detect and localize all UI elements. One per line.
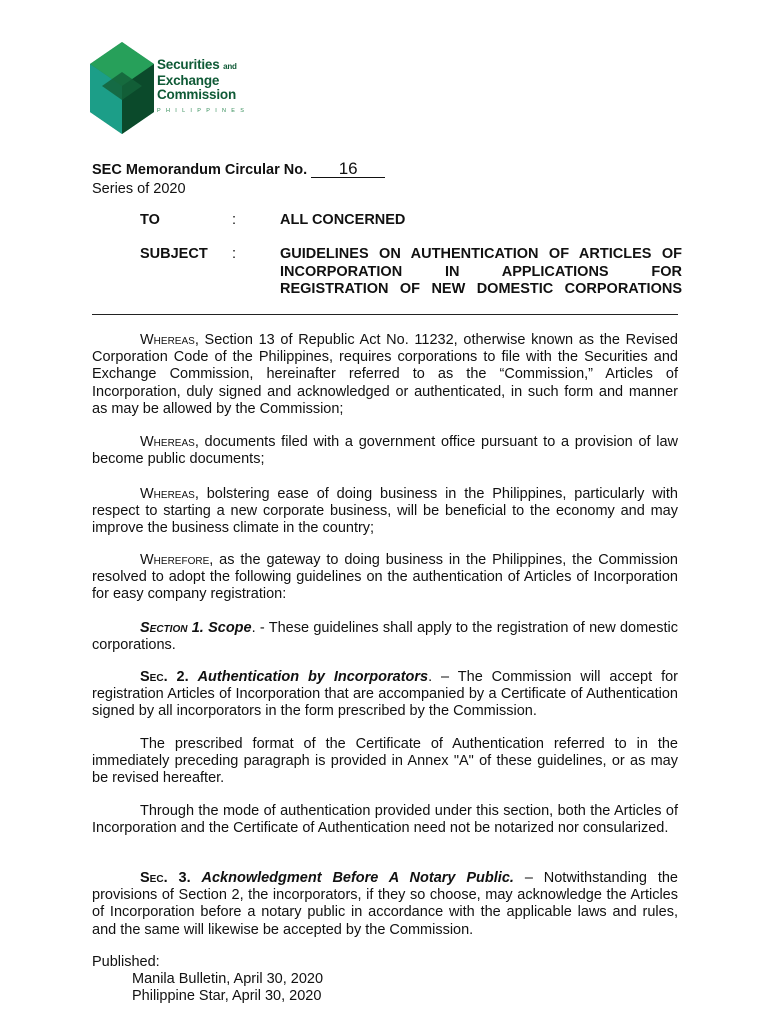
wherefore-paragraph	[92, 552, 678, 604]
section-3-number: . 3.	[163, 870, 202, 886]
logo-and: and	[223, 62, 237, 71]
section-3-text: – Notwithstanding the provisions of Section 2, the incorporators, if they so choose, may acknowledge the Articles of Incorporation before a notary public in accordance with the applicable laws and rules, and the same will likewise be accepted by the Commission.	[92, 870, 678, 938]
logo-country: PHILIPPINES	[157, 108, 250, 114]
subject-line-3: REGISTRATION OF NEW DOMESTIC CORPORATIONS	[280, 281, 682, 297]
sec-logo	[90, 42, 260, 134]
section-2-label: Sec	[140, 669, 164, 685]
section-3-title: Acknowledgment Before A Notary Public.	[201, 870, 514, 886]
circular-label: SEC Memorandum Circular No.	[92, 162, 308, 178]
whereas-lead-3: Whereas	[140, 486, 195, 502]
whereas-text-1: , Section 13 of Republic Act No. 11232, otherwise known as the Revised Corporation Code of the Philippines, requires corporations to file with the Securities and Exchange Commission, hereinafter referred to as the “Commission,” Articles of Incorporation, duly signed and acknowledged or authenticated, in such form and manner as may be allowed by the Commission;	[92, 332, 678, 417]
whereas-text-3: , bolstering ease of doing business in the Philippines, particularly with respect to starting a new corporate business, will be beneficial to the economy and may improve the business climate in the country;	[92, 486, 678, 537]
sec-logo-icon	[90, 42, 154, 134]
published-item-1: Manila Bulletin, April 30, 2020	[132, 971, 324, 987]
annex-paragraph	[92, 736, 678, 788]
subject-value	[280, 246, 682, 299]
subject-line-1: GUIDELINES ON AUTHENTICATION OF ARTICLES OF	[280, 246, 682, 262]
whereas-paragraph-1	[92, 332, 678, 418]
whereas-paragraph-3	[92, 486, 678, 538]
whereas-lead-1: Whereas	[140, 332, 195, 348]
section-1-title: Scope	[208, 620, 252, 636]
section-2-text: . – The Commission will accept for registration Articles of Incorporation that are accompanied by a Certificate of Authentication signed by all incorporators in the form prescribed by the Commission.	[92, 669, 678, 720]
header-divider	[92, 314, 678, 315]
whereas-paragraph-2	[92, 434, 678, 468]
annex-text: The prescribed format of the Certificate of Authentication referred to in the immediately preceding paragraph is provided in Annex "A" of these guidelines, or as may be revised hereafter.	[92, 736, 678, 787]
section-1-label: Section	[140, 620, 188, 636]
published-label: Published:	[92, 954, 160, 970]
section-2-title: Authentication by Incorporators	[197, 669, 429, 685]
wherefore-text: , as the gateway to doing business in the Philippines, the Commission resolved to adopt the following guidelines on the authentication of Articles of Incorporation for easy company registration:	[92, 552, 678, 603]
logo-securities: Securities	[157, 57, 220, 72]
subject-colon: :	[232, 246, 237, 262]
published-block	[92, 954, 323, 1005]
to-value: ALL CONCERNED	[280, 212, 406, 228]
to-colon: :	[232, 212, 237, 228]
notarization-text: Through the mode of authentication provided under this section, both the Articles of Incorporation and the Certificate of Authentication need not be notarized nor consularized.	[92, 803, 678, 837]
to-label: TO	[140, 212, 160, 228]
wherefore-lead: Wherefore	[140, 552, 210, 568]
section-2-number: . 2.	[163, 669, 198, 685]
notarization-paragraph	[92, 803, 678, 837]
circular-header	[92, 160, 385, 199]
logo-commission: Commission	[157, 87, 237, 102]
circular-number: 16	[311, 160, 385, 178]
subject-label: SUBJECT	[140, 246, 208, 262]
section-1-text: . - These guidelines shall apply to the registration of new domestic corporations.	[92, 620, 678, 654]
logo-exchange: Exchange	[157, 73, 220, 88]
section-1-number: 1.	[187, 620, 209, 636]
whereas-text-2: , documents filed with a government office pursuant to a provision of law become public documents;	[92, 434, 678, 468]
section-2-paragraph	[92, 669, 678, 721]
section-3-label: Sec	[140, 870, 164, 886]
whereas-lead-2: Whereas	[140, 434, 195, 450]
series-label: Series of 2020	[92, 181, 186, 197]
subject-line-2: INCORPORATION IN APPLICATIONS FOR	[280, 263, 682, 280]
published-item-2: Philippine Star, April 30, 2020	[132, 988, 322, 1004]
section-3-paragraph	[92, 870, 678, 939]
section-1-paragraph	[92, 620, 678, 654]
